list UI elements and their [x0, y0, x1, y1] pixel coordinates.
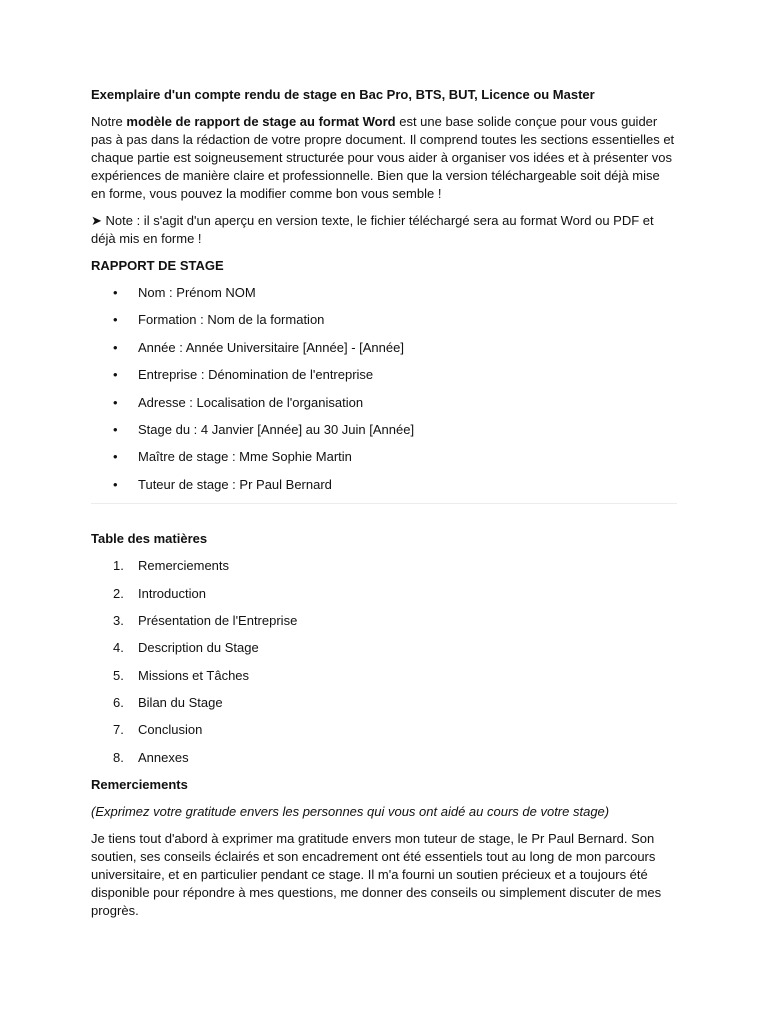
toc-number: 8. — [113, 749, 124, 765]
note-paragraph: ➤ Note : il s'agit d'un aperçu en version texte, le fichier téléchargé sera au format Word ou PDF et déjà mis en forme ! — [91, 213, 654, 246]
bullet-icon: • — [113, 339, 118, 355]
report-heading: RAPPORT DE STAGE — [91, 258, 224, 273]
bullet-icon: • — [113, 367, 118, 383]
toc-item — [91, 721, 677, 739]
toc-label: Remerciements — [138, 558, 230, 574]
report-field-year: Année : Année Universitaire [Année] - [Année] — [138, 339, 404, 355]
thanks-hint-text: (Exprimez votre gratitude envers les personnes qui vous ont aidé au cours de votre stage) — [91, 804, 610, 820]
toc-number: 6. — [113, 695, 124, 711]
toc-label: Annexes — [138, 749, 189, 765]
list-item — [91, 366, 677, 384]
toc-heading: Table des matières — [91, 531, 208, 547]
thanks-hint — [91, 803, 677, 821]
bullet-icon: • — [113, 312, 118, 328]
intro-suffix: est une base solide conçue pour vous guider pas à pas dans la rédaction de votre propre document. Il comprend toutes les sections essentielles et chaque partie est soigneusement structurée pour vous aider à organiser vos idées et à présenter vos expériences de manière claire et professionnelle. Bien que la version téléchargeable soit déjà mise en forme, vous pouvez la modifier comme bon vous semble ! — [91, 114, 675, 201]
document-title: Exemplaire d'un compte rendu de stage en Bac Pro, BTS, BUT, Licence ou Master — [91, 87, 595, 102]
list-item — [91, 448, 677, 466]
bullet-icon: • — [113, 476, 118, 492]
report-field-name: Nom : Prénom NOM — [138, 285, 256, 300]
toc-label: Missions et Tâches — [138, 667, 250, 683]
toc-number: 3. — [113, 612, 124, 628]
toc-list — [91, 557, 677, 767]
report-field-supervisor: Maître de stage : Mme Sophie Martin — [138, 449, 352, 465]
toc-item — [91, 612, 677, 630]
document-page — [91, 86, 677, 929]
toc-label: Bilan du Stage — [138, 695, 223, 711]
list-item — [91, 311, 677, 329]
toc-number: 7. — [113, 722, 124, 738]
toc-item — [91, 639, 677, 657]
toc-item — [91, 749, 677, 767]
toc-label: Conclusion — [138, 722, 203, 738]
toc-label: Présentation de l'Entreprise — [138, 612, 298, 628]
list-item — [91, 284, 677, 302]
report-fields-list — [91, 284, 677, 494]
section-divider — [91, 503, 677, 504]
bullet-icon: • — [113, 394, 118, 410]
toc-number: 2. — [113, 585, 124, 601]
report-field-tutor: Tuteur de stage : Pr Paul Bernard — [138, 476, 332, 492]
thanks-body: Je tiens tout d'abord à exprimer ma gratitude envers mon tuteur de stage, le Pr Paul Bernard. Son soutien, ses conseils éclairés et son encadrement ont été essentiels tout au long de mon parcours universitaire, et en particulier pendant ce stage. Il m'a fourni un soutien précieux et a toujours été disponible pour répondre à mes questions, me donner des conseils ou simplement discuter de mes progrès. — [91, 831, 662, 919]
list-item — [91, 476, 677, 494]
report-field-company: Entreprise : Dénomination de l'entreprise — [138, 367, 374, 383]
bullet-icon: • — [113, 421, 118, 437]
report-field-address: Adresse : Localisation de l'organisation — [138, 394, 364, 410]
list-item — [91, 421, 677, 439]
toc-item — [91, 667, 677, 685]
intro-paragraph — [91, 113, 677, 203]
report-field-formation: Formation : Nom de la formation — [138, 312, 325, 328]
thanks-heading: Remerciements — [91, 777, 188, 793]
toc-number: 4. — [113, 640, 124, 656]
toc-item — [91, 557, 677, 575]
bullet-icon: • — [113, 449, 118, 465]
intro-bold-text: modèle de rapport de stage au format Word — [126, 114, 396, 129]
intro-prefix: Notre — [91, 114, 127, 129]
list-item — [91, 394, 677, 412]
toc-item — [91, 694, 677, 712]
toc-label: Introduction — [138, 585, 206, 601]
toc-number: 1. — [113, 558, 124, 574]
report-field-dates: Stage du : 4 Janvier [Année] au 30 Juin [Année] — [138, 421, 415, 437]
list-item — [91, 339, 677, 357]
toc-number: 5. — [113, 667, 124, 683]
bullet-icon: • — [113, 285, 118, 300]
toc-label: Description du Stage — [138, 640, 259, 656]
toc-item — [91, 585, 677, 603]
